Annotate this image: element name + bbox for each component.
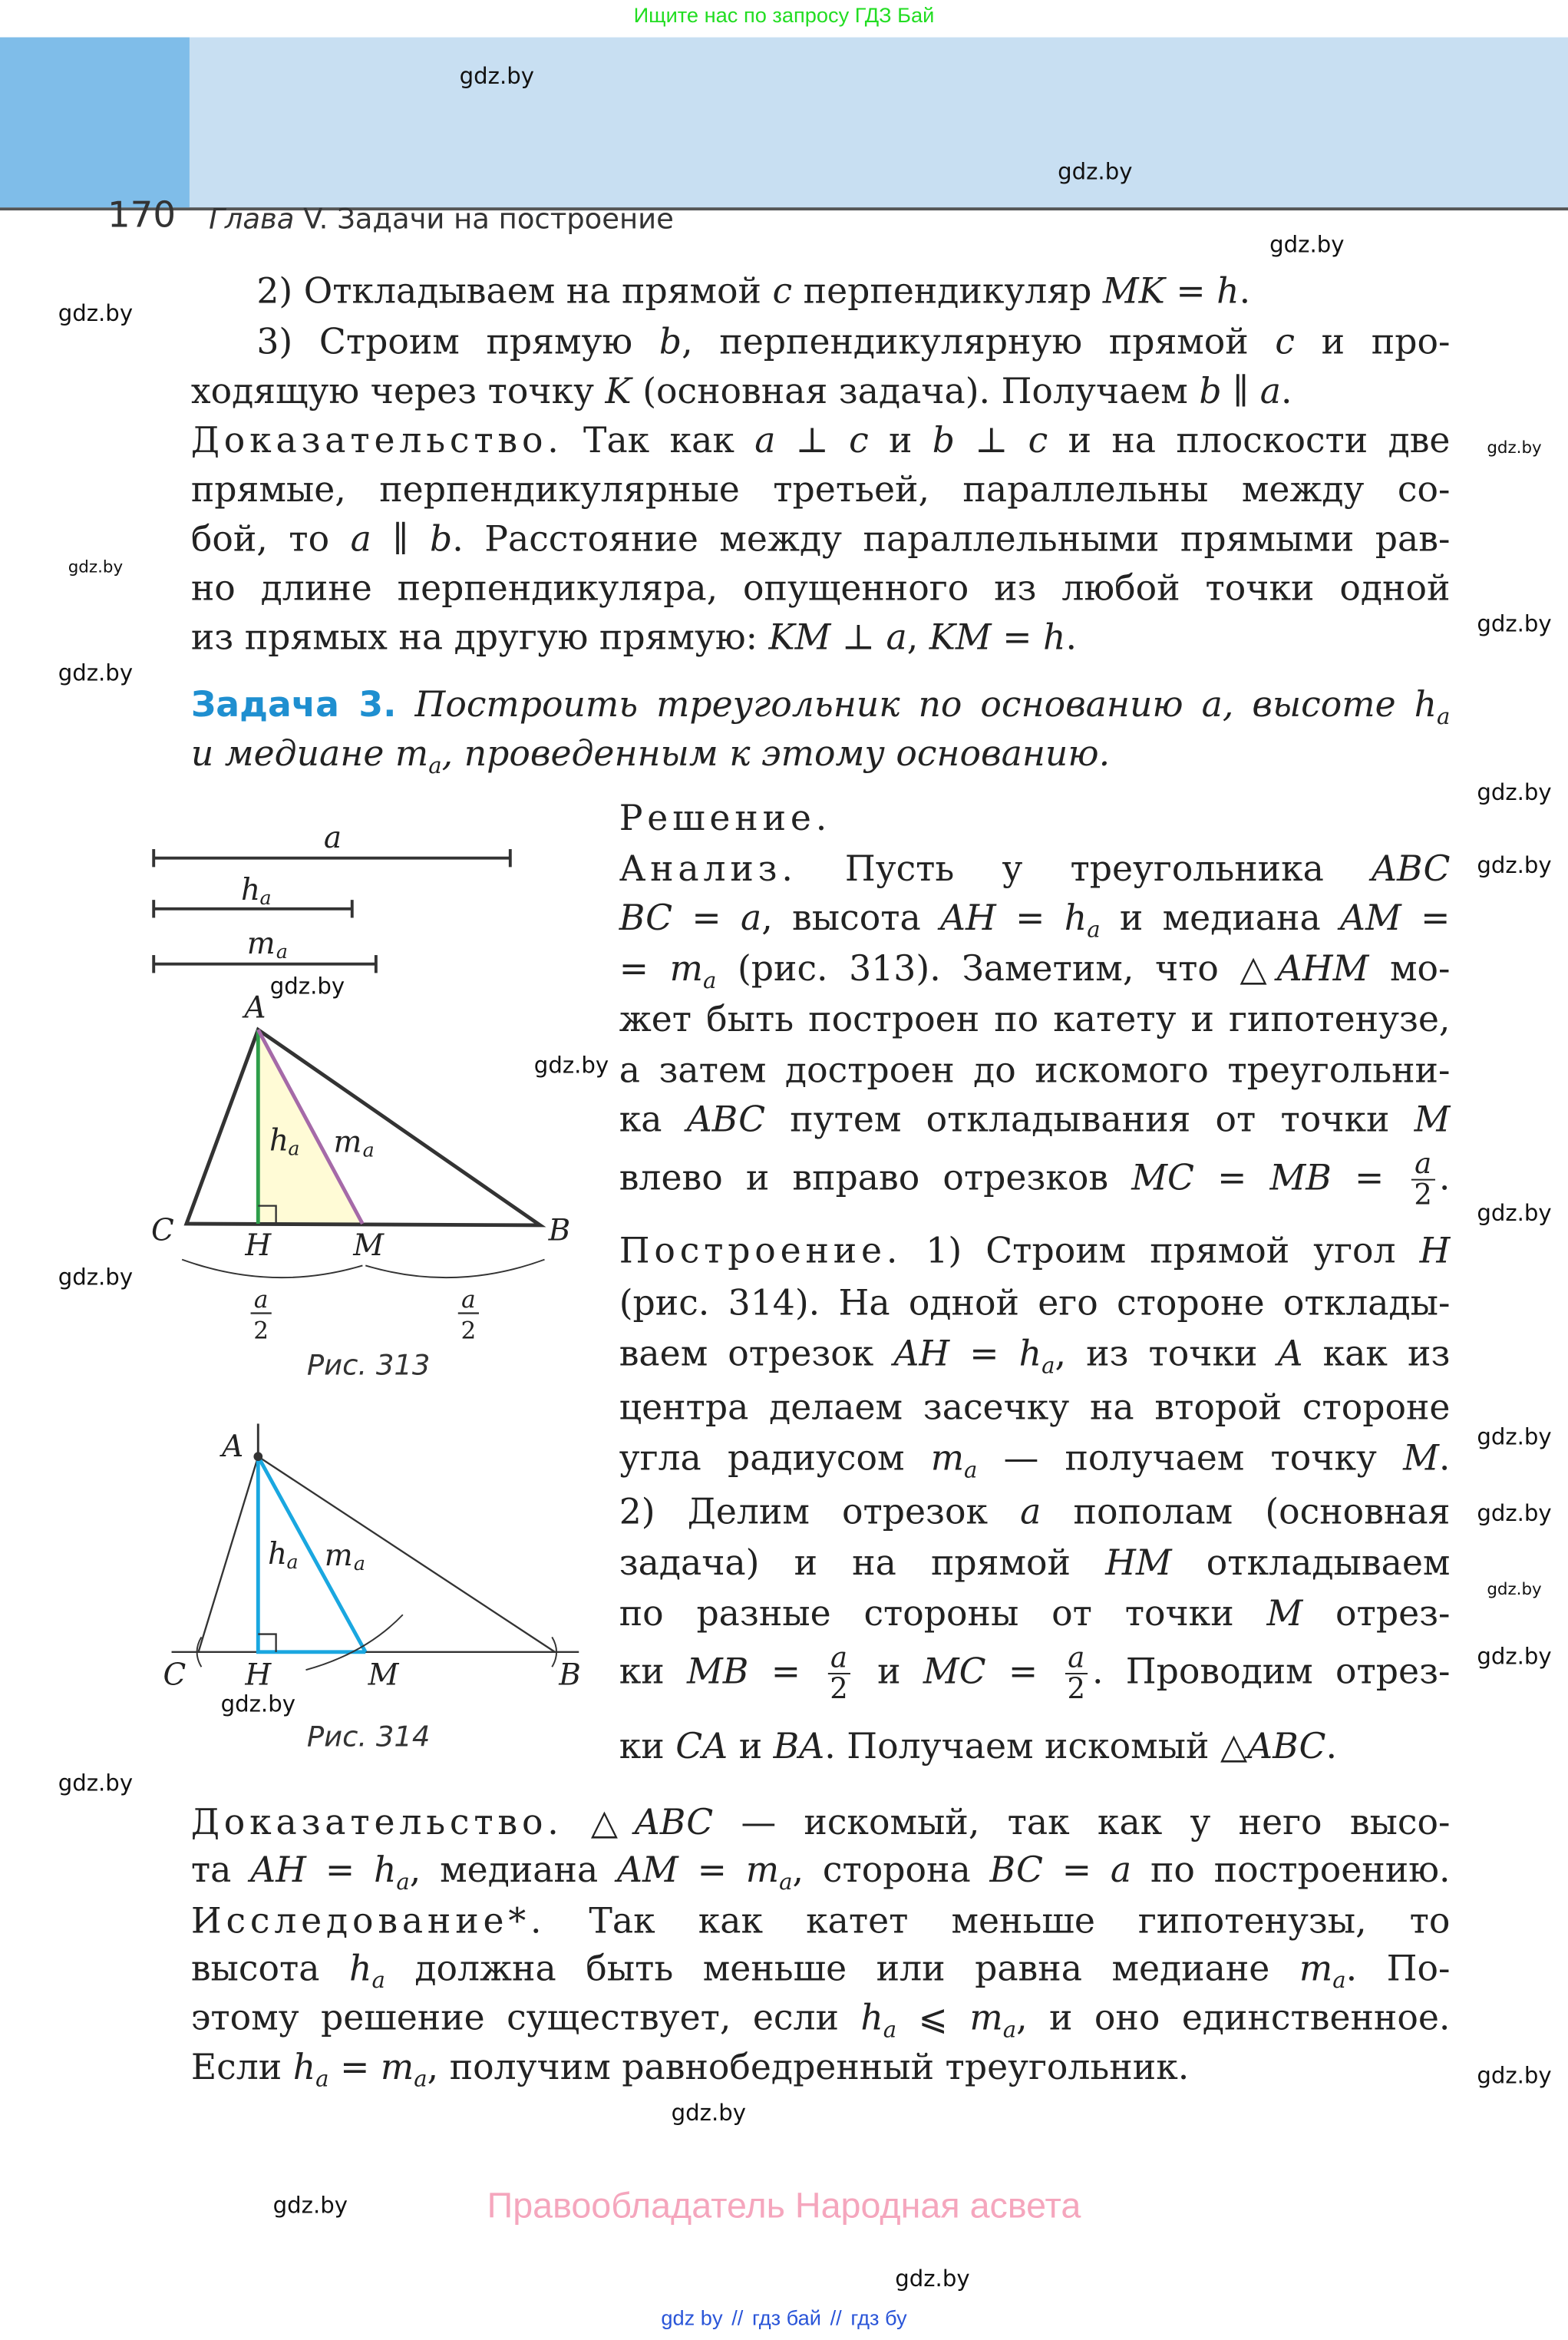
right-angle-mark-314 bbox=[258, 1634, 276, 1652]
text-segment: BC bbox=[989, 1848, 1043, 1890]
text-segment: CA bbox=[675, 1725, 728, 1767]
watermark: gdz.by bbox=[1269, 231, 1345, 259]
inner-label-m-sub: a bbox=[362, 1139, 375, 1162]
text-segment: a bbox=[1259, 370, 1282, 412]
label-m-sub: a bbox=[276, 940, 288, 963]
text-segment: по разные стороны от точки bbox=[619, 1592, 1267, 1634]
inner-label-h-sub: a bbox=[288, 1137, 300, 1160]
text-segment: , перпендикулярную прямой bbox=[682, 320, 1276, 363]
text-segment: a bbox=[1041, 1351, 1055, 1379]
caption-313: Рис. 313 bbox=[306, 1348, 431, 1382]
text-segment: прямые, перпендикулярные третьей, параллельны между со- bbox=[190, 468, 1451, 511]
text-segment: 3) Строим прямую bbox=[256, 320, 659, 363]
text-segment: h bbox=[292, 2045, 316, 2087]
numerator: a bbox=[827, 1642, 850, 1674]
text-segment: a bbox=[1332, 1966, 1346, 1994]
text-segment: a bbox=[779, 1867, 793, 1895]
text-segment: BC bbox=[619, 896, 673, 938]
chapter-name: V. Задачи на построение bbox=[303, 203, 674, 236]
text-segment: 2) Откладываем на прямой bbox=[256, 269, 773, 312]
watermark: gdz.by bbox=[459, 62, 534, 90]
text-segment: а затем достроен до искомого треугольни- bbox=[619, 1049, 1451, 1091]
text-segment: ABC bbox=[686, 1098, 766, 1141]
point-h: H bbox=[245, 1228, 272, 1263]
text-segment: = bbox=[1193, 1155, 1270, 1198]
text-segment: m bbox=[669, 947, 703, 989]
text-segment: MB bbox=[1269, 1155, 1332, 1198]
text-segment: перпендикуляр bbox=[792, 269, 1103, 312]
text-segment: — искомый, так как у него высо- bbox=[713, 1801, 1451, 1843]
text-segment: KM bbox=[768, 616, 831, 659]
text-segment: MB bbox=[687, 1649, 749, 1692]
text-segment: отрез- bbox=[1302, 1592, 1451, 1634]
text-segment: a bbox=[428, 751, 442, 778]
numerator: a bbox=[1411, 1149, 1434, 1180]
text-segment: и bbox=[728, 1725, 774, 1767]
point-a-dot bbox=[253, 1452, 262, 1461]
text-segment: m bbox=[1299, 1946, 1333, 1989]
text-segment: ходящую через точку bbox=[190, 370, 606, 412]
text-segment: , получим равнобедренный треугольник. bbox=[427, 2045, 1190, 2087]
watermark: gdz.by bbox=[1477, 1199, 1552, 1227]
half-left-num: a bbox=[253, 1285, 269, 1314]
label-a: a bbox=[323, 821, 342, 856]
text-segment: . Расстояние между параллельными прямыми рав- bbox=[452, 517, 1451, 560]
text-segment: KM bbox=[929, 616, 992, 659]
label-h-sub: a bbox=[259, 886, 272, 909]
half-right-num: a bbox=[461, 1285, 476, 1314]
vertex-b: B bbox=[548, 1213, 571, 1248]
watermark: gdz.by bbox=[671, 2100, 747, 2127]
text-segment: и bbox=[868, 419, 933, 461]
watermark: gdz.by bbox=[58, 299, 134, 327]
separator: // bbox=[830, 2305, 842, 2330]
figure-313 bbox=[153, 849, 544, 1314]
text-segment: . bbox=[1281, 370, 1292, 412]
text-segment: , медиана bbox=[409, 1848, 618, 1890]
text-segment: по построению. bbox=[1131, 1848, 1451, 1890]
task-heading: Задача 3. bbox=[190, 682, 397, 725]
text-segment: ки bbox=[619, 1725, 676, 1767]
text-segment: a bbox=[754, 419, 776, 461]
text-segment: . bbox=[1438, 1155, 1451, 1198]
text-segment: c bbox=[849, 419, 869, 461]
text-segment: = bbox=[678, 1848, 746, 1890]
text-segment: = bbox=[1164, 269, 1217, 312]
label-m-314-sub: a bbox=[353, 1552, 366, 1575]
section-label: Исследование*. bbox=[190, 1899, 546, 1942]
section-label: Доказательство. bbox=[190, 419, 563, 461]
denominator: 2 bbox=[1067, 1672, 1085, 1705]
text-segment: b bbox=[429, 517, 453, 560]
point-m-314: M bbox=[368, 1658, 399, 1693]
watermark: gdz.by bbox=[58, 1770, 134, 1797]
chapter-word: Глава bbox=[209, 203, 295, 236]
text-segment: = bbox=[619, 947, 670, 989]
text-segment: и на плоскости две bbox=[1048, 419, 1451, 461]
denominator: 2 bbox=[1414, 1178, 1432, 1211]
text-segment: H bbox=[1419, 1229, 1451, 1272]
text-segment: a bbox=[886, 616, 907, 659]
text-segment: ABC bbox=[1372, 848, 1451, 890]
text-segment: c bbox=[1028, 419, 1048, 461]
label-h-314: h bbox=[268, 1537, 288, 1572]
text-segment: , высота bbox=[761, 896, 941, 938]
text-segment: K bbox=[605, 370, 632, 412]
point-m: M bbox=[353, 1228, 385, 1263]
text-segment: M bbox=[1414, 1098, 1451, 1141]
text-segment: ∥ bbox=[371, 517, 430, 560]
text-segment: a bbox=[1020, 1490, 1041, 1533]
text-segment: AH bbox=[893, 1331, 950, 1374]
vertex-a: A bbox=[244, 990, 266, 1026]
section-label: Анализ. bbox=[619, 848, 797, 890]
text-segment: Если bbox=[190, 2045, 293, 2087]
text-segment: a bbox=[350, 517, 371, 560]
text-segment: MK bbox=[1102, 269, 1165, 312]
watermark: gdz.by bbox=[269, 973, 345, 1000]
text-segment: . bbox=[1065, 616, 1078, 659]
section-label: Построение. bbox=[619, 1229, 903, 1272]
text-segment: . bbox=[1239, 269, 1251, 312]
text-segment: a bbox=[1002, 2015, 1017, 2043]
text-segment: Построить треугольник по основанию a, высоте h bbox=[396, 682, 1438, 725]
text-segment: ∥ bbox=[1221, 370, 1260, 412]
text-segment: AH bbox=[940, 896, 996, 938]
text-segment: = bbox=[949, 1331, 1019, 1374]
copyright-footer: Правообладатель Народная асвета bbox=[487, 2186, 1081, 2227]
label-m: m bbox=[246, 927, 276, 962]
text-segment: должна быть меньше или равна медиане bbox=[385, 1946, 1299, 1989]
text-segment: m bbox=[930, 1436, 965, 1479]
side-ac bbox=[199, 1456, 259, 1652]
watermark: gdz.by bbox=[58, 659, 134, 687]
text-segment: и про- bbox=[1295, 320, 1451, 363]
text-segment: b bbox=[1199, 370, 1222, 412]
text-segment: △ bbox=[563, 1801, 635, 1843]
text-segment: (рис. 313). Заметим, что △ bbox=[716, 947, 1277, 989]
text-segment: , из точки bbox=[1055, 1331, 1278, 1374]
text-segment: . По- bbox=[1345, 1946, 1451, 1989]
text-segment: = bbox=[1331, 1155, 1408, 1198]
watermark: gdz.by bbox=[1477, 1643, 1552, 1671]
watermark: gdz.by bbox=[533, 1052, 609, 1079]
text-segment: a bbox=[396, 1867, 410, 1895]
side-ab bbox=[258, 1456, 555, 1652]
footer-links bbox=[0, 2305, 1568, 2329]
text-segment: = bbox=[1401, 896, 1451, 938]
denominator: 2 bbox=[830, 1672, 848, 1705]
text-segment: задача) и на прямой bbox=[619, 1542, 1106, 1584]
text-segment: c bbox=[772, 269, 793, 312]
text-segment: жет быть построен по катету и гипотенузе, bbox=[619, 998, 1451, 1040]
text-segment: AM bbox=[1340, 896, 1401, 938]
text-segment: m bbox=[380, 2045, 414, 2087]
text-segment: h bbox=[1043, 616, 1066, 659]
page-number: 170 bbox=[107, 193, 177, 236]
text-segment: b bbox=[659, 320, 682, 363]
text-segment: h bbox=[860, 1995, 883, 2038]
text-segment: a bbox=[1087, 915, 1101, 943]
text-segment: = bbox=[748, 1649, 824, 1692]
text-segment: ка bbox=[619, 1098, 687, 1141]
text-segment: A bbox=[1277, 1331, 1303, 1374]
text-segment: = bbox=[1042, 1848, 1111, 1890]
text-segment: a bbox=[371, 1966, 385, 1994]
text-segment: и bbox=[854, 1649, 923, 1692]
text-segment: , сторона bbox=[792, 1848, 990, 1890]
text-segment: та bbox=[190, 1848, 251, 1890]
text-segment: откладываем bbox=[1171, 1542, 1451, 1584]
text-segment: , проведенным к этому основанию. bbox=[441, 732, 1111, 774]
text-segment: h bbox=[373, 1848, 397, 1890]
text-segment: h bbox=[349, 1946, 372, 1989]
watermark: gdz.by bbox=[1477, 1499, 1552, 1527]
text-segment: M bbox=[1403, 1436, 1439, 1479]
text-segment: a bbox=[740, 896, 762, 938]
text-segment: центра делаем засечку на второй стороне bbox=[619, 1386, 1451, 1429]
text-segment: но длине перпендикуляра, опущенного из любой точки одной bbox=[190, 567, 1451, 610]
watermark: gdz.by bbox=[68, 557, 124, 577]
text-segment: HM bbox=[1105, 1542, 1172, 1584]
watermark: gdz.by bbox=[1477, 851, 1552, 879]
label-m-314: m bbox=[324, 1539, 353, 1574]
watermark: gdz.by bbox=[272, 2192, 348, 2219]
text-segment: . Получаем искомый △ bbox=[824, 1725, 1248, 1767]
text-segment: ⊥ bbox=[775, 419, 850, 461]
watermark: gdz.by bbox=[1477, 2062, 1552, 2090]
vertex-b-314: B bbox=[559, 1658, 581, 1693]
text-segment: = bbox=[995, 896, 1065, 938]
link-gdz-by[interactable]: gdz by bbox=[661, 2305, 723, 2330]
text-segment: h bbox=[1216, 269, 1240, 312]
text-segment: ABC bbox=[1247, 1725, 1326, 1767]
text-segment: = bbox=[985, 1649, 1061, 1692]
text-segment: BA bbox=[773, 1725, 825, 1767]
text-segment: угла радиусом bbox=[619, 1436, 931, 1479]
text-segment: a bbox=[1437, 702, 1451, 729]
text-segment: h bbox=[1018, 1331, 1042, 1374]
text-segment: — получаем точку bbox=[977, 1436, 1404, 1479]
text-segment: = bbox=[991, 616, 1044, 659]
text-segment: мо- bbox=[1368, 947, 1451, 989]
vertex-c: C bbox=[151, 1213, 174, 1248]
text-segment: из прямых на другую прямую: bbox=[190, 616, 769, 659]
text-segment: . bbox=[1438, 1436, 1451, 1479]
text-segment: MC bbox=[923, 1649, 986, 1692]
text-segment: , bbox=[906, 616, 929, 659]
watermark: gdz.by bbox=[1477, 1423, 1552, 1451]
text-segment: = bbox=[306, 1848, 374, 1890]
text-segment: a bbox=[702, 966, 717, 993]
text-segment: 2) Делим отрезок bbox=[619, 1490, 1021, 1533]
text-segment: a bbox=[883, 2015, 897, 2043]
text-segment: этому решение существует, если bbox=[190, 1995, 861, 2038]
watermark: gdz.by bbox=[895, 2265, 970, 2292]
text-segment: Так как bbox=[563, 419, 755, 461]
text-segment: (основная задача). Получаем bbox=[631, 370, 1200, 412]
link-gdz-bu[interactable]: гдз бу bbox=[850, 2305, 907, 2330]
text-segment: a bbox=[315, 2064, 329, 2092]
text-segment: бой, то bbox=[190, 517, 351, 560]
text-segment: c bbox=[1275, 320, 1296, 363]
watermark: gdz.by bbox=[1058, 158, 1133, 186]
text-segment: . Проводим отрез- bbox=[1091, 1649, 1451, 1692]
text-segment: Так как катет меньше гипотенузы, то bbox=[546, 1899, 1451, 1942]
text-segment: пополам (основная bbox=[1041, 1490, 1451, 1533]
text-segment: ⊥ bbox=[955, 419, 1028, 461]
text-segment: ⩽ bbox=[896, 1995, 970, 2038]
brace-left bbox=[182, 1260, 362, 1278]
label-h: h bbox=[241, 873, 261, 908]
vertex-c-314: C bbox=[163, 1658, 187, 1693]
link-gdz-bai[interactable]: гдз бай bbox=[752, 2305, 821, 2330]
text-segment: ки bbox=[619, 1649, 688, 1692]
section-label: Доказательство. bbox=[190, 1801, 563, 1843]
text-segment: и медиана bbox=[1100, 896, 1341, 938]
text-segment: = bbox=[672, 896, 741, 938]
text-segment: ⊥ bbox=[830, 616, 886, 659]
vertex-a-314: A bbox=[222, 1429, 244, 1465]
watermark: gdz.by bbox=[1487, 1579, 1542, 1599]
triangle-abc bbox=[187, 1030, 540, 1225]
text-segment: m bbox=[745, 1848, 780, 1890]
text-segment: a bbox=[414, 2064, 427, 2092]
text-segment: b bbox=[932, 419, 956, 461]
watermark: gdz.by bbox=[1477, 610, 1552, 638]
label-h-314-sub: a bbox=[286, 1550, 299, 1573]
text-segment: 1) Строим прямой угол bbox=[902, 1229, 1420, 1272]
watermark: gdz.by bbox=[1477, 778, 1552, 806]
text-segment: путем откладывания от точки bbox=[765, 1098, 1415, 1141]
text-segment: ABC bbox=[634, 1801, 714, 1843]
point-h-314: H bbox=[245, 1658, 272, 1693]
text-segment: ваем отрезок bbox=[619, 1331, 894, 1374]
watermark: gdz.by bbox=[220, 1691, 295, 1718]
numerator: a bbox=[1065, 1642, 1088, 1674]
text-segment: h bbox=[1064, 896, 1088, 938]
text-segment: AH bbox=[250, 1848, 307, 1890]
text-segment: , и оно единственное. bbox=[1016, 1995, 1451, 2038]
caption-314: Рис. 314 bbox=[306, 1720, 431, 1753]
search-hint: Ищите нас по запросу ГДЗ Бай bbox=[633, 2, 935, 27]
section-label: Решение. bbox=[619, 797, 832, 839]
text-segment: AHM bbox=[1276, 947, 1369, 989]
text-segment: = bbox=[328, 2045, 381, 2087]
text-segment: a bbox=[1110, 1848, 1132, 1890]
text-segment: и медиане m bbox=[190, 732, 429, 774]
separator: // bbox=[731, 2305, 744, 2330]
text-segment: . bbox=[1325, 1725, 1338, 1767]
text-segment: m bbox=[969, 1995, 1003, 2038]
text-segment: Пусть у треугольника bbox=[797, 848, 1372, 890]
text-segment: (рис. 314). На одной его стороне отклады- bbox=[619, 1281, 1451, 1324]
text-segment: как из bbox=[1302, 1331, 1451, 1374]
inner-label-h: h bbox=[269, 1123, 289, 1158]
half-right-den: 2 bbox=[460, 1317, 477, 1345]
brace-right bbox=[365, 1260, 544, 1278]
watermark: gdz.by bbox=[58, 1264, 134, 1291]
text-segment: a bbox=[964, 1456, 978, 1483]
half-left-den: 2 bbox=[253, 1317, 269, 1345]
text-segment: M bbox=[1266, 1592, 1303, 1634]
text-segment: влево и вправо отрезков bbox=[619, 1155, 1132, 1198]
text-segment: высота bbox=[190, 1946, 350, 1989]
watermark: gdz.by bbox=[1487, 438, 1542, 458]
text-segment: MC bbox=[1131, 1155, 1194, 1198]
inner-label-m: m bbox=[333, 1125, 362, 1160]
text-segment: AM bbox=[617, 1848, 678, 1890]
